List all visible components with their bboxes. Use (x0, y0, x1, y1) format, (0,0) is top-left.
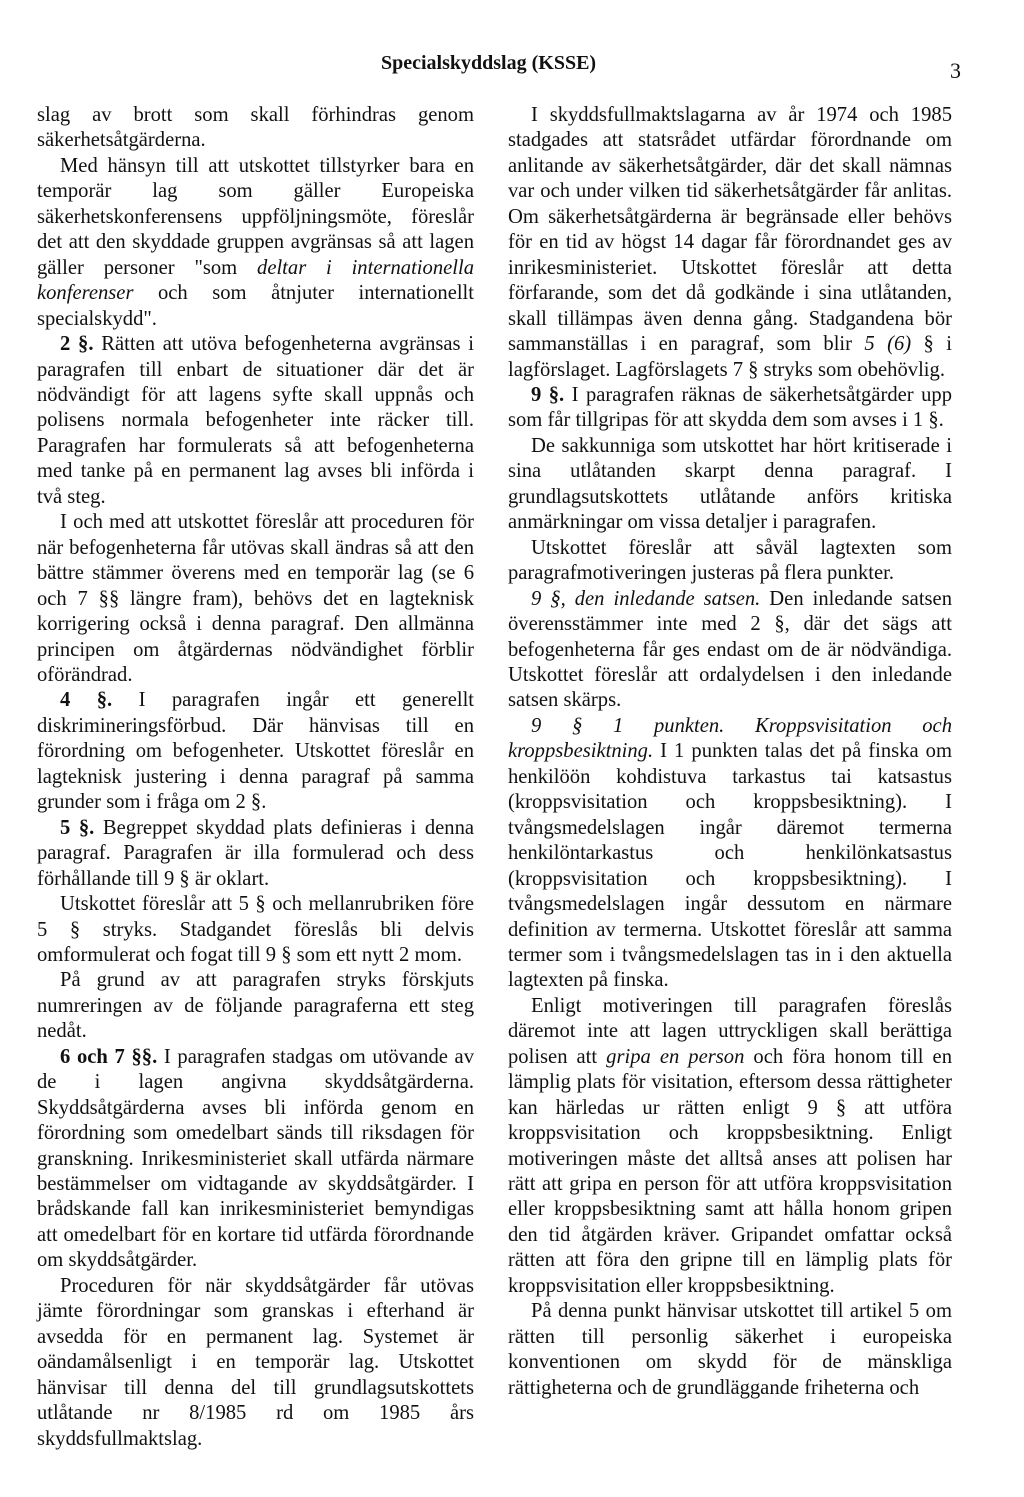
paragraph-text: I paragrafen stadgas om utövande av de i lagen angivna skyddsåtgärderna. Skyddsåtgärderna avses bli införda genom en förordning som omedelbart sänds till riksdagen för granskning. Inrikesministeriet skall utfärda närmare bestämmelser om vidtagande av skyddsåtgärder. I brådskande fall kan inrikesministeriet bemyndigas att omedelbart för en kortare tid utfärda förordnande om skyddsåtgärder. (37, 1045, 474, 1272)
paragraph-text: I skyddsfullmaktslagarna av år 1974 och 1985 stadgades att statsrådet utfärdar förordnande om anlitande av säkerhetsåtgärder, där det skall nämnas var och under vilken tid säkerhetsåtgärder får anlitas. Om säkerhetsåtgärderna är begränsade eller behövs för en tid av högst 14 dagar får förordnandet ges av inrikesministeriet. Utskottet föreslår att detta förfarande, som det då godkände i sina utlåtanden, skall tillämpas även denna gång. Stadgandena bör sammanställas i en paragraf, som blir (508, 104, 952, 356)
page-number: 3 (950, 58, 961, 83)
paragraph (37, 688, 474, 815)
running-title: Specialskyddslag (KSSE) (381, 52, 597, 74)
section-reference: 4 §. (60, 689, 113, 712)
paragraph (508, 536, 952, 587)
section-reference: 9 §. (531, 383, 565, 406)
left-column (37, 103, 474, 1452)
paragraph-text: I paragrafen räknas de säkerhetsåtgärder upp som får tillgripas för att skydda dem som avses i 1 §. (508, 383, 952, 432)
paragraph-text: § i lagförslaget. Lagförslagets 7 § stryks som obehövlig. (508, 333, 952, 381)
paragraph-text: I och med att utskottet föreslår att proceduren för när befogenheterna får utövas skall ändras så att den bättre stämmer överens med en temporär lag (se 6 och 7 §§ längre fram), behövs det en lagteknisk korrigering också i denna paragraf. Den allmänna principen om åtgärdernas nödvändighet förblir oförändrad. (37, 511, 474, 686)
paragraph-text: Utskottet föreslår att 5 § och mellanrubriken före 5 § stryks. Stadgandet föreslås bli delvis omformulerat och fogat till 9 § som ett nytt 2 mom. (37, 893, 474, 966)
right-column (508, 103, 952, 1401)
section-reference: 5 §. (60, 816, 95, 839)
paragraph-text: I paragrafen ingår ett generellt diskrimineringsförbud. Där hänvisas till en förordning om befogenheter. Utskottet föreslår en lagteknisk justering i denna paragraf på samma grunder som i fråga om 2 §. (37, 689, 475, 814)
paragraph-text: Enligt motiveringen till paragrafen föreslås däremot inte att lagen uttryckligen skall berättiga polisen att (508, 994, 952, 1068)
paragraph-text: slag av brott som skall förhindras genom säkerhetsåtgärderna. (37, 104, 474, 152)
paragraph (37, 816, 474, 892)
paragraph-text: På denna punkt hänvisar utskottet till artikel 5 om rätten till personlig säkerhet i europeiska konventionen om skydd för de mänskliga rättigheterna och de grundläggande friheterna och (508, 1300, 952, 1399)
paragraph-text: I 1 punkten talas det på finska om henkilöön kohdistuva tarkastus tai katsastus (kroppsvisitation och kroppsbesiktning). I tvångsmedelslagen ingår däremot termerna henkilöntarkastus och henkilönkatsastus (kroppsvisitation och kroppsbesiktning). I tvångsmedelslagen ingår dessutom en närmare definition av termerna. Utskottet föreslår att samma termer som i tvångsmedelslagen tas in i den aktuella lagtexten på finska. (508, 740, 952, 992)
paragraph (508, 383, 952, 434)
paragraph (508, 587, 952, 714)
paragraph (508, 714, 952, 994)
paragraph-text: Utskottet föreslår att såväl lagtexten som paragrafmotiveringen justeras på flera punkter. (508, 536, 952, 585)
section-reference: 2 §. (60, 333, 94, 356)
paragraph (37, 332, 474, 510)
paragraph (37, 103, 474, 154)
paragraph (508, 103, 952, 383)
emphasis-text: 9 §, den inledande satsen. (531, 587, 761, 610)
section-reference: 6 och 7 §§. (60, 1045, 158, 1068)
paragraph (37, 968, 474, 1044)
paragraph (37, 510, 474, 688)
paragraph (508, 994, 952, 1299)
page-header (0, 52, 1024, 82)
paragraph (508, 1299, 952, 1401)
paragraph (37, 1274, 474, 1452)
paragraph (508, 434, 952, 536)
paragraph-text: Med hänsyn till att utskottet tillstyrker bara en temporär lag som gäller Europeiska säkerhetskonferensens uppföljningsmöte, föreslår det att den skyddade gruppen avgränsas så att lagen gäller personer "som (37, 154, 474, 279)
paragraph-text: Den inledande satsen överensstämmer inte med 2 §, där det sägs att befogenheterna får ges endast om de är nödvändiga. Utskottet föreslår att ordalydelsen i den inledande satsen skärps. (508, 587, 952, 712)
emphasis-text: 5 (6) (864, 333, 912, 356)
emphasis-text: deltar i internationella konferenser (37, 256, 474, 305)
paragraph-text: Rätten att utöva befogenheterna avgränsas i paragrafen till enbart de situationer där det är nödvändigt för att lagens syfte skall uppnås och polisens normala befogenheter inte räcker till. Paragrafen har formulerats så att befogenheterna med tanke på en permanent lag avses bli införda i två steg. (37, 333, 475, 508)
paragraph-text: och föra honom till en lämplig plats för visitation, eftersom dessa rättigheter kan härledas ur rätten enligt 9 § att utföra kroppsvisitation och kroppsbesiktning. Enligt motiveringen måste det alltså anses att polisen har rätt att gripa en person för att utföra kroppsvisitation eller kroppsbesiktning samt att hålla honom gripen den tid åtgärden kräver. Gripandet omfattar också rätten att föra den gripne till en lämplig plats för kroppsvisitation eller kroppsbesiktning. (508, 1045, 952, 1297)
paragraph-text: De sakkunniga som utskottet har hört kritiserade i sina utlåtanden skarpt denna paragraf. I grundlagsutskottets utlåtande anförs kritiska anmärkningar om vissa detaljer i paragrafen. (508, 434, 952, 534)
emphasis-text: 9 § 1 punkten. Kroppsvisitation och kroppsbesiktning. (508, 714, 952, 763)
paragraph-text: På grund av att paragrafen stryks förskjuts numreringen av de följande paragraferna ett steg nedåt. (37, 969, 474, 1043)
paragraph-text: och som åtnjuter internationellt specialskydd". (37, 282, 474, 330)
paragraph (37, 892, 474, 968)
paragraph-text: Proceduren för när skyddsåtgärder får utövas jämte förordningar som granskas i efterhand är avsedda för en permanent lag. Systemet är oändamålsenligt i en temporär lag. Utskottet hänvisar till denna del till grundlagsutskottets utlåtande nr 8/1985 rd om 1985 års skyddsfullmaktslag. (37, 1274, 474, 1450)
paragraph-text: Begreppet skyddad plats definieras i denna paragraf. Paragrafen är illa formulerad och dess förhållande till 9 § är oklart. (37, 816, 475, 890)
paragraph (37, 1045, 474, 1274)
emphasis-text: gripa en person (606, 1045, 745, 1068)
paragraph (37, 154, 474, 332)
